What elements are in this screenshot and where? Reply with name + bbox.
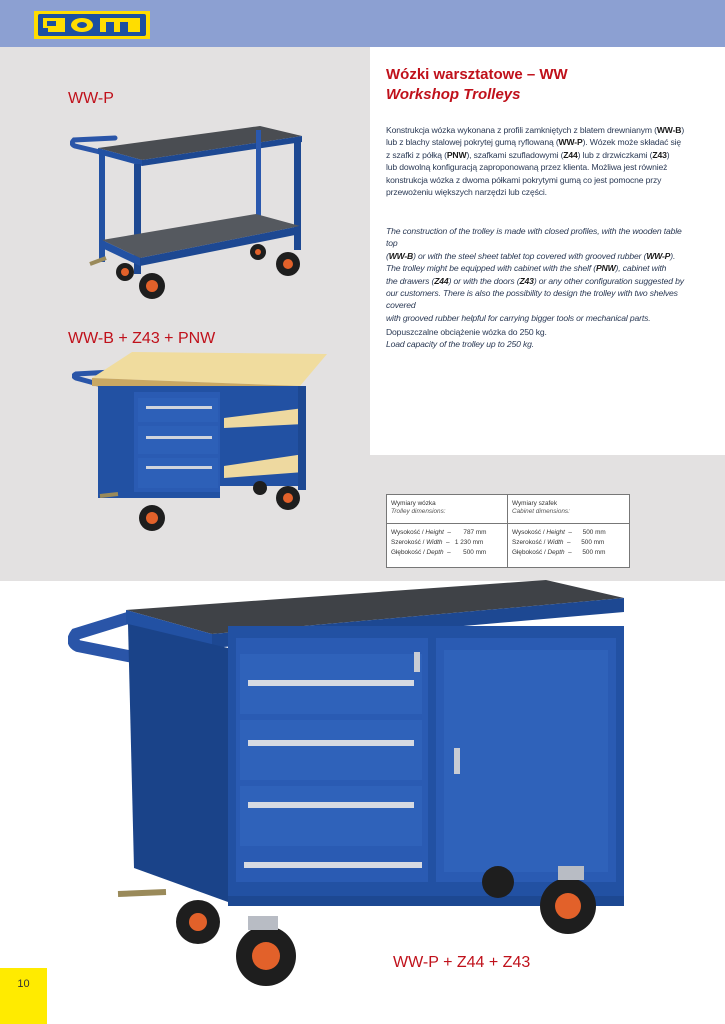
cabinet-dimensions-header-pl: Wymiary szafek [512, 500, 558, 507]
dimensions-table [386, 494, 630, 568]
table-row: Głębokość / Depth – 500 mm [391, 549, 487, 556]
trolley-ww-b-image [72, 348, 332, 538]
heading-polish: Wózki warsztatowe – WW [386, 66, 568, 83]
description-polish: Konstrukcja wózka wykonana z profili zamkniętych z blatem drewnianym (WW-B) lub z blachy stalowej pokrytej gumą ryflowaną (WW-P). Wózek może składać się z szafki z półką (PNW), szafkami szufladowymi (Z44) lub z drzwiczkami (Z43) lub dowolną konfiguracją zaproponowaną przez klienta. Możliwa jest również konstrukcja wózka z dwoma półkami pokrytymi gumą co jest pomocne przy przewożeniu większych narzędzi lub części. [386, 125, 685, 198]
table-row: Głębokość / Depth – 500 mm [512, 549, 606, 556]
caption-ww-p-z44: WW-P + Z44 + Z43 [393, 954, 531, 971]
table-row: Szerokość / Width – 1 230 mm [391, 539, 484, 546]
table-row: Wysokość / Height – 787 mm [391, 529, 487, 536]
caption-ww-b: WW-B + Z43 + PNW [68, 330, 216, 347]
pom-logo [34, 11, 150, 39]
page-number-tab [0, 968, 47, 1024]
page-number: 10 [17, 978, 30, 990]
trolley-ww-p-image [70, 118, 320, 308]
cabinet-dimensions-column [508, 495, 628, 567]
description-english: The construction of the trolley is made with closed profiles, with the wooden table top (WW-B) or with the steel sheet tablet top covered with grooved rubber (WW-P). The trolley might be equipped with cabinet with the shelf (PNW), cabinet with the drawers (Z44) or with the doors (Z43) or any other configuration suggested by our customers. There is also the possibility to design the trolley with two shelves covered with grooved rubber helpful for carrying bigger tools or mechanical parts. [386, 226, 684, 323]
caption-ww-p: WW-P [68, 90, 114, 107]
trolley-ww-p-z44-image [68, 576, 634, 996]
load-capacity: Dopuszczalne obciążenie wózka do 250 kg. Load capacity of the trolley up to 250 kg. [386, 327, 547, 350]
heading-english: Workshop Trolleys [386, 86, 521, 103]
trolley-dimensions-header-en: Trolley dimensions: [391, 508, 446, 515]
trolley-dimensions-column [387, 495, 508, 567]
table-row: Wysokość / Height – 500 mm [512, 529, 606, 536]
trolley-dimensions-header-pl: Wymiary wózka [391, 500, 436, 507]
cabinet-dimensions-header-en: Cabinet dimensions: [512, 508, 570, 515]
table-row: Szerokość / Width – 500 mm [512, 539, 605, 546]
table-divider [387, 523, 629, 524]
